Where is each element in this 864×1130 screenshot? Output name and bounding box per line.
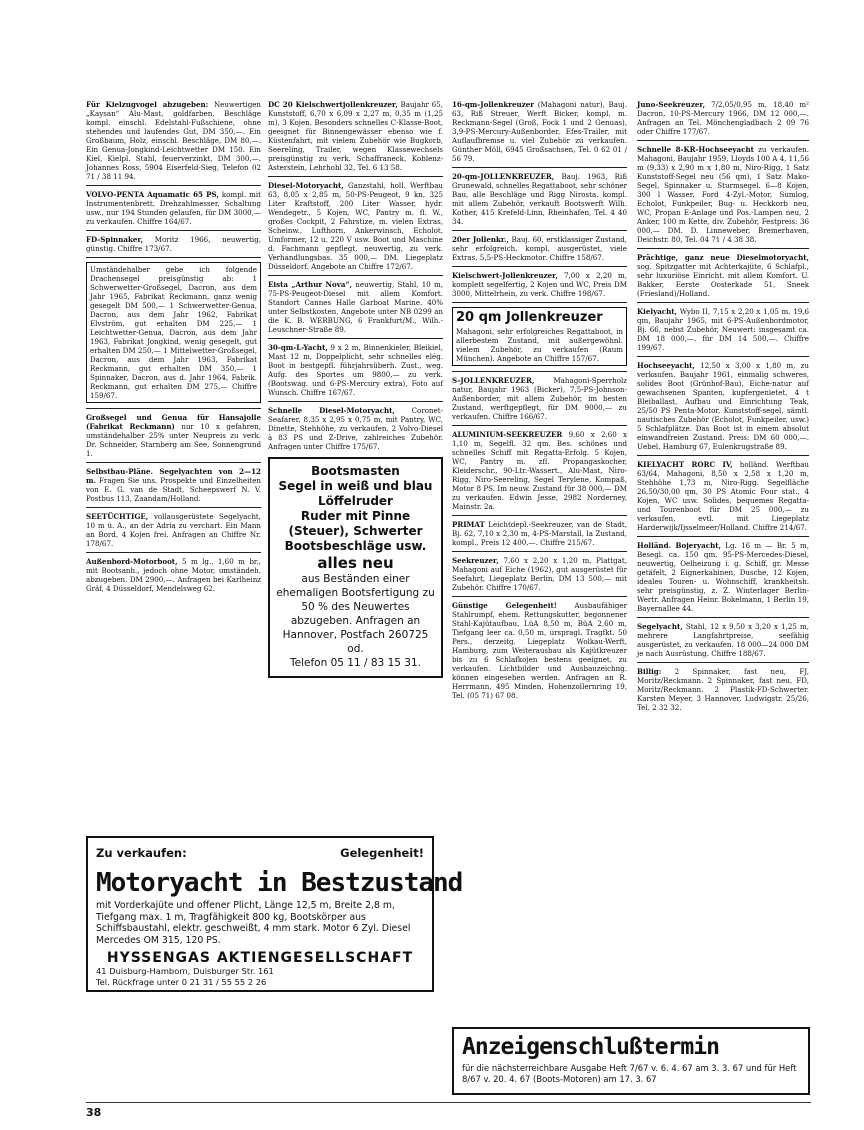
- ad-headline: FD-Spinnaker,: [86, 235, 144, 244]
- ad-text: Bauj. 1963, Riß Grunewald, schnelles Regattaboot, sehr schöner Bau, alle Beschläge und Rigg Nirosta, kompl. mit allem Zubehör, verkauft Bootswerft Wilh. Kother, 415 Krefeld-Linn, Rheinhafen, Tel. 4 40 34.: [452, 172, 627, 226]
- ad-text: Bauj. 60, erstklassiger Zustand, sehr erfolgreich, kompl. ausgerüstet, viele Extras, 5,5-PS-Heckmotor. Chiffre 158/67.: [452, 235, 627, 262]
- classified-ad: [452, 172, 627, 226]
- ad-text: Stahl, 12 x 9,50 x 3,20 x 1,25 m, mehrere Langfahrtpreise, seefähig ausgerüstet, zu verkaufen. 18 000—24 000 DM je nach Ausrüstung. Chiffre 188/67.: [637, 622, 809, 658]
- classified-ad: [637, 145, 809, 244]
- ad-divider: [86, 185, 261, 186]
- page-footer-rule: [86, 1102, 811, 1103]
- ad-divider: [86, 230, 261, 231]
- ad-divider: [86, 507, 261, 508]
- ad-divider: [452, 515, 627, 516]
- classified-ad: [637, 541, 809, 613]
- classified-ad: [452, 271, 627, 298]
- ad-headline: 30-qm-L-Yacht,: [268, 343, 328, 352]
- ad-divider: [637, 455, 809, 456]
- deadline-display-ad: [452, 1027, 810, 1095]
- ad-text: Baujahr 65, Kunststoff, 6,70 x 6,09 x 2,27 m, 0,35 m (1,25 m), 3 Kojen. Besonders schnelles C-Klasse-Boot, geeignet für Binnengewässer ebenso wie f. Küstenfahrt, mit vielem Zubehör wie Bugkorb, Seereling, Trailer, wegen Klassewechsels preisgünstig zu verk. Schaffraneck, Koblenz-Asterstein, Lehrhohl 32, Tel. 6 13 58.: [268, 100, 443, 172]
- ad-divider: [637, 302, 809, 303]
- ad-headline: 20 qm Jollenkreuzer: [456, 310, 603, 325]
- motoryacht-ad-title: Motoryacht in Bestzustand: [96, 868, 463, 898]
- ad-headline: ALUMINIUM-SEEKREUZER: [452, 430, 563, 439]
- ad-headline: 20-qm-JOLLENKREUZER,: [452, 172, 555, 181]
- ad-headline: Juno-Seekreuzer,: [637, 100, 706, 109]
- ad-text: 2 Spinnaker, fast neu, FJ, Moritz/Reckmann. 2 Spinnaker, fast neu, FD, Moritz/Reckmann. 2 Plastik-FD-Schwerter. Karsten Meyer, 3 Hannover, Ludwigstr. 25/26, Tel. 2 32 32.: [637, 667, 809, 712]
- ad-headline: Für Kielzugvogel abzugeben:: [86, 100, 209, 109]
- ad-headline: Außenbord-Motorboot,: [86, 557, 178, 566]
- ad-text: Ausbaufähiger Stahlrumpf, ehem. Rettungskutter, begonnener Stahl-Kajütaufbau, LüA 8,50 m, BüA 2,60 m, Tiefgang leer ca. 0,50 m, urspragl. Tragfkt. 50 Pers., derzeitg. Liegeplatz Wolkau-Werft, Hamburg, zum Weiterausbau als Kajütkreuzer bis zu 6 Schlafkojen bestens geeignet, zu verkaufen. Lichtbilder und Ausbauzeichng. können eingesehen werden. Anfragen an R. Herrmann, 495 Minden, Hohenzollernring 19, Tel. (05 71) 67 08.: [452, 601, 627, 700]
- classified-ad: [452, 376, 627, 421]
- ad-text: Lg. 16 m — Br. 5 m, Besegl. ca. 150 qm, 95-PS-Mercedes-Diesel, neuwertig, Oelheizung i. g. Schiff, gr. Messe getäfelt, 2 Eignerkabinen, Dusche, 12 Kojen, ideales Touren- u. Wohnschiff, krankheitsh. sehr preisgünstig, z. Z. Winterlager Berlin-Wertr. Anfragen Heinr. Bokelmann, 1 Berlin 19, Bayernallee 44.: [637, 541, 809, 613]
- ad-divider: [86, 408, 261, 409]
- ad-headline: Großsegel und Genua für Hansajolle (Fabrikat Reckmann): [86, 413, 261, 431]
- motoryacht-ad-body: mit Vorderkajüte und offener Plicht, Länge 12,5 m, Breite 2,8 m, Tiefgang max. 1 m, Tragfähigkeit 800 kg, Bootskörper aus Schiffsbaustahl, elektr. geschweißt, 4 mm stark. Motor 6 Zyl. Diesel Mercedes OM 315, 120 PS.: [96, 900, 411, 946]
- classified-ad: [86, 413, 261, 458]
- ad-text: Ganzstahl, holl. Werftbau 63, 8,05 x 2,85 m, 50-PS-Peugeot, 9 kn, 325 Liter Kraftstoff, 200 Liter Wasser, hydr. Wendegetr., 5 Kojen, WC, Pantry m. fl. W., großes Cockpit, 2 Fahrstize, m. vielen Extras, Scheinw., Lufthorn, Ankerwinsch, Echolot, Umformer, 12 u. 220 V usw. Boot und Maschine d. Fachmann gepflegt, neuwertig, zu verk. Verhandlungsbas. 35 000,— DM. Liegeplatz Düsseldorf. Angebote an Chiffre 172/67.: [268, 181, 443, 271]
- ad-text: 7,60 x 2,20 x 1,20 m, Plattgat, Mahagoni auf Eiche (1962), gut ausgerüstet für Seefahrt, Liegeplatz Berlin, DM 13 500,— mit Zubehör. Chiffre 170/67.: [452, 556, 627, 592]
- ad-line: Telefon 05 11 / 83 15 31.: [290, 657, 421, 669]
- ad-divider: [637, 617, 809, 618]
- boxed-classified-ad: [86, 262, 261, 403]
- ad-line: 50 % des Neuwertes abzugeben. Anfragen an Hannover, Postfach 260725 od.: [282, 601, 429, 655]
- ad-divider: [637, 536, 809, 537]
- ad-text: nur 10 x gefahren, umständehalber 25% unter Neupreis zu verk. Dr. Schneider, Starnberg am See, Sonnengrund 1.: [86, 422, 261, 458]
- motoryacht-display-ad: [86, 836, 463, 992]
- classified-ad: [637, 667, 809, 712]
- ad-line: aus Beständen einer ehemaligen Bootsfertigung zu: [276, 573, 435, 599]
- boxed-classified-ad: [452, 307, 627, 366]
- classified-ad: [86, 557, 261, 593]
- classified-ad: [637, 460, 809, 532]
- ad-divider: [268, 176, 443, 177]
- ad-divider: [452, 167, 627, 168]
- column-1: [86, 100, 261, 596]
- column-3: [452, 100, 627, 703]
- ad-line: Ruder mit Pinne: [300, 509, 411, 523]
- ad-text: Fragen Sie uns. Prospekte und Einzelheiten von E. G. van de Stadt, Scheepswerf N. V. Postbus 113, Zaandam/Holland.: [86, 476, 261, 503]
- ad-headline: SEETÜCHTIGE,: [86, 512, 149, 521]
- ad-text: 5 m lg., 1,60 m br., mit Bootsanh., jedoch ohne Motor, umständeh. abzugeben. DM 2900,—. Anfragen bei Karlheinz Gräf, 4 Düsseldorf, Mendelsweg 62.: [86, 557, 261, 593]
- ad-headline: Kielschwert-Jollenkreuzer,: [452, 271, 558, 280]
- ad-divider: [637, 356, 809, 357]
- ad-headline: Kielyacht,: [637, 307, 678, 316]
- ad-divider: [86, 552, 261, 553]
- classified-ad: [637, 253, 809, 298]
- classified-ad: [452, 520, 627, 547]
- ad-text: 7,00 x 2,20 m, komplett segelfertig, 2 Kojen und WC, Preis DM 3000, Mittelrhein, zu verk. Chiffre 198/67.: [452, 271, 627, 298]
- classified-ad: [452, 235, 627, 262]
- ad-text: Neuwertigen „Kaysan“ Alu-Mast, goldfarben, Beschläge kompl. einschl. Edelstahl-Fußschiene, ohne stehendes und laufendes Gut, DM 350,—. Ein Großbaum, Holz, einschl. Beschläge, DM 80,—. Ein Genua-Jongkind-Leichtwetter DM 150. Ein Kiel, Kielpl. Stahl, feuerverzinkt, DM 300,—. Johannes Ross, 5904 Eiserfeld-Sieg, Telefon 02 71 / 38 11 94.: [86, 100, 261, 181]
- classified-ad: [637, 307, 809, 352]
- ad-headline: DC 20 Kielschwertjollenkreuzer,: [268, 100, 398, 109]
- ad-headline: KIELYACHT RORC IV,: [637, 460, 733, 469]
- ad-headline: Günstige Gelegenheit!: [452, 601, 557, 610]
- ad-headline: Schnelle Diesel-Motoryacht,: [268, 406, 395, 415]
- ad-text: Umständehalber gebe ich folgende Drachensegel preisgünstig ab: 1 Schwerwetter-Großsegel, Dacron, aus dem Jahr 1965, Fabrikat Reckmann, ganz wenig gesegelt DM 500,— 1 Schwerwetter-Genua, Dacron, aus dem Jahr 1962, Fabrikat Elvström, gut erhalten DM 225,— 1 Leichtwetter-Genua, Dacron, aus dem Jahr 1963, Fabrikat Jongkind, wenig gesegelt, gut erhalten DM 250,— 1 Mittelwetter-Großsegel, Dacron, aus dem Jahr 1963, Fabrikat Reckmann, gut erhalten DM 350,— 1 Spinnaker, Dacron, aus d. Jahr 1964, Fabrik. Reckmann, gut erhalten DM 275,— Chiffre 159/67.: [90, 265, 257, 400]
- ad-divider: [452, 425, 627, 426]
- ad-text: (Mahagoni natur), Bauj. 63, Riß Streuer, Werft Bicker, kompl. m. Reckmann-Segel (Groß, Fock 1 und 2 Genuas), 3,9-PS-Mercury-Außenborder, Efes-Trailer, mit Auflaufbremse u. viel Zubehör zu verkaufen. Günther Möll, 6945 Großsachsen, Tel. 0 62 01 / 56 79.: [452, 100, 627, 163]
- ad-headline: 16-qm-Jollenkreuzer: [452, 100, 534, 109]
- classified-ad: [86, 467, 261, 503]
- ad-text: vollausgerüstete Segelyacht, 10 m ü. A., an der Adria zu verchart. Ein Mann an Bord, 4 Kojen frei. Anfragen an Chiffre Nr. 178/67.: [86, 512, 261, 548]
- ad-text: holländ. Werftbau 63/64, Mahagoni, 8,50 x 2,58 x 1,20 m, Stehhöhe 1,73 m, Niro-Rigg. Segelfläche 26,50/30,00 qm, 30 PS Atomic Four stat., 4 Kojen, WC usw. Solides, bequemes Regatta- und Tourenboot für DM 25 000,— zu verkaufen, evtl. mit Liegeplatz Harderwijk/Ijsselmeer/Holland. Chiffre 214/67.: [637, 460, 809, 532]
- classified-ad: [452, 430, 627, 511]
- ad-headline: Eista „Arthur Nova“,: [268, 280, 353, 289]
- ad-headline: Hochseeyacht,: [637, 361, 695, 370]
- deadline-ad-title: Anzeigenschlußtermin: [462, 1034, 719, 1060]
- ad-divider: [86, 462, 261, 463]
- motoryacht-ad-tagline: Gelegenheit!: [340, 846, 424, 860]
- deadline-ad-body: für die nächsterreichbare Ausgabe Heft 7/67 v. 6. 4. 67 am 3. 3. 67 und für Heft 8/67 v. 20. 4. 67 (Boots-Motoren) am 17. 3. 67: [462, 1063, 797, 1084]
- ad-divider: [452, 266, 627, 267]
- classified-ad: [86, 100, 261, 181]
- ad-divider: [452, 302, 627, 303]
- ad-line: Löffelruder: [318, 494, 393, 508]
- ad-line: alles neu: [317, 554, 394, 572]
- ad-text: Mahagoni, sehr erfolgreiches Regattaboot, in allerbestem Zustand, mit außergewöhnl. vielem Zubehör, zu verkaufen (Raum München). Angebote an Chiffre 157/67.: [456, 327, 623, 363]
- ad-divider: [268, 401, 443, 402]
- motoryacht-ad-address: 41 Duisburg-Hamborn, Duisburger Str. 161: [96, 966, 274, 976]
- ad-headline: Selbstbau-Pläne. Segelyachten von 2—12 m.: [86, 467, 261, 485]
- ad-divider: [637, 140, 809, 141]
- ad-line: (Steuer), Schwerter: [288, 524, 423, 538]
- classified-ad: [268, 181, 443, 271]
- ad-divider: [268, 338, 443, 339]
- ad-headline: 20er Jollenkr.,: [452, 235, 509, 244]
- ad-text: zu verkaufen. Mahagoni, Baujahr 1959, Lloyds 100 A 4, 11,56 m (9,33) x 2,90 m x 1,80 m, Niro-Rigg, 1 Satz Kunststoff-Segel neu (56 qm), 1 Satz Mako-Segel, Spinnaker u. Sturmsegel. 6—8 Kojen, 300 l Wasser, Ford 4-Zyl.-Motor, Sumlog, Echolot, Funkpeiler, Bug- u. Heckkorb neu, WC, Propan E-Anlage und Pos.-Lampen neu, 2 Anker, 100 m Kette, div. Zubehör, Festpreis: 36 000,— DM. D. Linneweber, Bremerhaven, Deichstr. 80, Tel. 04 71 / 4 38 38.: [637, 145, 809, 244]
- classified-ad: [637, 100, 809, 136]
- ad-text: Leichtdepl.-Seekreuzer, van de Stadt, Bj. 62, 7,10 x 2,30 m, 4-PS-Marstall, la Zustand, kompl., Preis 12 400,—. Chiffre 215/67.: [452, 520, 627, 547]
- ad-divider: [452, 371, 627, 372]
- classified-ad: [268, 100, 443, 172]
- column-2: [268, 100, 443, 678]
- ad-text: kompl. mit Instrumentenbrett, Drehzahlmesser, Schaltung usw., nur 194 Stunden gelaufen, für DM 3000,— zu verkaufen. Chiffre 164/67.: [86, 190, 261, 226]
- ad-text: neuwertig, Stahl, 10 m, 75-PS-Peugeot-Diesel mit allem Komfort. Standort Cannes Halle Garboat Marine. 40% unter Selbstkosten. Angebote unter NB 0299 an die K. B. WERBUNG, 6 Frankfurt/M., Wilh.-Leuschner-Straße 89.: [268, 280, 443, 334]
- boat-supplies-display-ad: [268, 457, 443, 678]
- ad-text: 12,50 x 3,00 x 1,80 m, zu verkaufen. Baujahr 1961, einmalig schweres, solides Boot (Grünhof-Bau), Eiche-natur auf gewachsenen Spanten, kupfergenietet, 4 t Bleiballast, Aufbau und Einrichtung Teak, 25/50 PS Penta-Motor, Kunststoff-segel, sämtl. nautisches Zubehör (Echolot, Funkpeiler, usw.) 5 Schlafplätze. Das Boot ist in einem absolut einwandfreien Zustand. Preis: DM 60 000,—. Uebel, Hamburg 67, Eulenkrugstraße 89.: [637, 361, 809, 451]
- ad-text: 9 x 2 m, Binnenkieler, Bleikiel, Mast 12 m, Doppelplicht, sehr schnelles elég. Boot in bestgepfl. führjahrsüberh. Zust., weg. Aufg. des Sportes um 9800,— zu verk. (Bootswag. und 6-PS-Mercury extra), Foto auf Wunsch. Chiffre 167/67.: [268, 343, 443, 397]
- ad-line: Bootsmasten: [311, 464, 400, 478]
- ad-line: Segel in weiß und blau: [278, 479, 433, 493]
- classified-ad: [452, 100, 627, 163]
- ad-text: 9,60 x 2,60 x 1,10 m, Segelfl. 32 qm. Bes. schönes und schnelles Schiff mit Regatta-Erfolg. 5 Kojen, WC, Pantry m. zfl. Propangaskocher, Kleiderschr., 90-Ltr.-Wassert., Alu-Mast, Niro-Rigg, Niro-Seereling, Segel Terylene, Kompaß, Motor 8 PS. Im neuw. Zustand für 38 000,— DM zu verkaufen. Edwin Jesse, 2982 Norderney, Mainstr. 2a.: [452, 430, 627, 511]
- classified-ad: [268, 406, 443, 451]
- classified-ad: [268, 343, 443, 397]
- motoryacht-ad-header: [96, 846, 424, 860]
- page-number: 38: [86, 1106, 102, 1119]
- classified-ad: [86, 190, 261, 226]
- classified-ad: [86, 512, 261, 548]
- motoryacht-ad-offer: Zu verkaufen:: [96, 846, 187, 860]
- ad-headline: Schnelle 8-KR-Hochseeyacht: [637, 145, 754, 154]
- column-4: [637, 100, 809, 715]
- classified-ad: [86, 235, 261, 253]
- ad-divider: [452, 230, 627, 231]
- ad-headline: S-JOLLENKREUZER,: [452, 376, 535, 385]
- ad-headline: Diesel-Motoryacht,: [268, 181, 344, 190]
- ad-headline: Billig:: [637, 667, 662, 676]
- ad-headline: Segelyacht,: [637, 622, 683, 631]
- ad-text: Coronet-Seafarer, 8,35 x 2,95 x 0,75 m, mit Pantry, WC, Dinette, Stehhöhe, zu verkaufen. 2 Volvo-Diesel à 83 PS und Z-Drive, zahlreiches Zubehör. Anfragen unter Chiffre 175/67.: [268, 406, 443, 451]
- ad-text: Mahagoni-Sperrholz natur, Baujahr 1963 (Bicker), 7,5-PS-Johnson-Außenborder, mit allem Zubehör, im besten Zustand, werftgepflegt, für DM 9000,— zu verkaufen. Chiffre 166/67.: [452, 376, 627, 421]
- ad-text: sog. Spitzgatter mit Achterkajüte, 6 Schlafpl., sehr luxuriöse Einricht. mit allem Komfort. U. Bakker, Eerste Oosterkade 51, Sneek (Friesland)/Holland.: [637, 262, 809, 298]
- ad-headline: PRIMAT: [452, 520, 485, 529]
- classified-ad: [637, 622, 809, 658]
- motoryacht-ad-phone: Tel. Rückfrage unter 0 21 31 / 55 55 2 26: [96, 976, 267, 987]
- ad-divider: [637, 248, 809, 249]
- ad-headline: Holländ. Bojeryacht,: [637, 541, 721, 550]
- ad-text: Moritz 1966, neuwertig, günstig. Chiffre 173/67.: [86, 235, 261, 253]
- motoryacht-ad-company: HYSSENGAS AKTIENGESELLSCHAFT: [106, 950, 414, 966]
- ad-text: Wybo II, 7,15 x 2,20 x 1,05 m, 19,6 qm, Baujahr 1965, mit 6-PS-Außenbordmotor, Bj. 66, nebst Zubehör, Neuwert: insgesamt ca. DM 18 000,—, für DM 14 500,—. Chiffre 199/67.: [637, 307, 809, 352]
- ad-divider: [452, 551, 627, 552]
- classified-ad: [452, 556, 627, 592]
- classified-ad: [637, 361, 809, 451]
- classified-ad: [452, 601, 627, 700]
- ad-divider: [637, 662, 809, 663]
- classified-ad: [268, 280, 443, 334]
- ad-text: 7/2,05/0,95 m, 18,40 m² Dacron, 10-PS-Mercury 1966, DM 12 000,—. Anfragen an Tel. Mönchengladbach 2 09 76 oder Chiffre 177/67.: [637, 100, 809, 136]
- ad-headline: Seekreuzer,: [452, 556, 499, 565]
- ad-line: Bootsbeschläge usw.: [284, 539, 427, 553]
- ad-divider: [86, 257, 261, 258]
- ad-divider: [452, 596, 627, 597]
- ad-headline: VOLVO-PENTA Aquamatic 65 PS,: [86, 190, 219, 199]
- ad-divider: [268, 275, 443, 276]
- ad-headline: Prächtige, ganz neue Dieselmotoryacht,: [637, 253, 809, 262]
